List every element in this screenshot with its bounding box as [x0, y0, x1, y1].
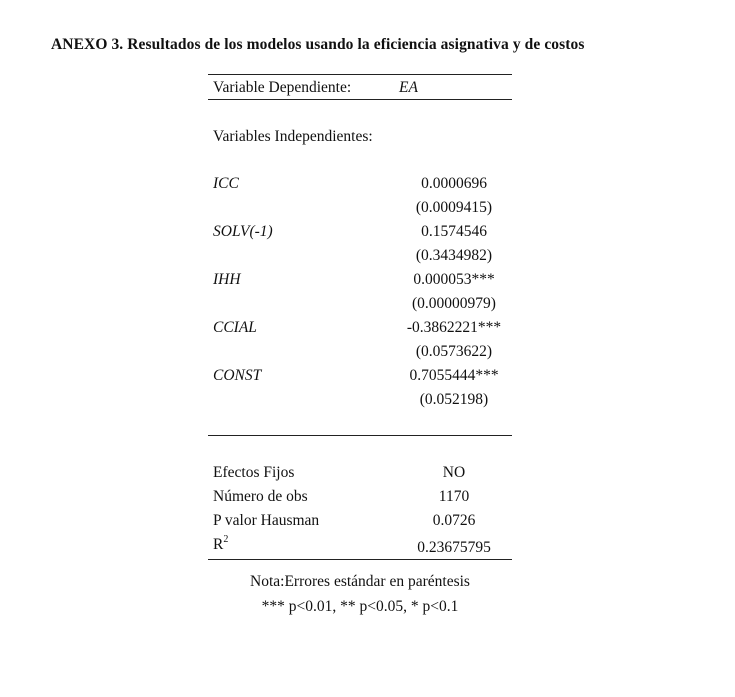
top-rule [208, 74, 512, 75]
header-rule [208, 99, 512, 100]
r-squared-symbol: R [213, 536, 224, 553]
variable-name-icc: ICC [213, 175, 239, 192]
stat-label-hausman: P valor Hausman [213, 512, 320, 529]
coefficient-ccial: -0.3862221*** [406, 319, 502, 336]
table-title: ANEXO 3. Resultados de los modelos usando la eficiencia asignativa y de costos [51, 36, 585, 53]
std-error-ccial: (0.0573622) [415, 343, 493, 360]
variable-name-ihh: IHH [213, 271, 241, 288]
stat-label-r-squared [213, 535, 228, 555]
std-error-const: (0.052198) [419, 391, 489, 408]
stat-value-r-squared: 0.23675795 [417, 539, 491, 556]
stat-value-hausman: 0.0726 [432, 512, 476, 529]
dependent-variable-value: EA [399, 79, 418, 96]
note-significance-levels: *** p<0.01, ** p<0.05, * p<0.1 [261, 598, 459, 615]
independent-variables-header: Variables Independientes: [213, 128, 373, 145]
variable-name-solv: SOLV(-1) [213, 223, 273, 240]
std-error-icc: (0.0009415) [415, 199, 493, 216]
body-rule [208, 435, 512, 436]
stat-value-observations: 1170 [438, 488, 470, 505]
dependent-variable-label: Variable Dependiente: [213, 79, 352, 96]
variable-name-const: CONST [213, 367, 262, 384]
r-squared-exponent: 2 [223, 533, 229, 545]
stat-label-observations: Número de obs [213, 488, 308, 505]
stat-label-fixed-effects: Efectos Fijos [213, 464, 295, 481]
stat-value-fixed-effects: NO [442, 464, 466, 481]
coefficient-solv: 0.1574546 [421, 223, 487, 240]
coefficient-ihh: 0.000053*** [413, 271, 495, 288]
note-standard-errors: Nota:Errores estándar en paréntesis [250, 573, 470, 590]
std-error-ihh: (0.00000979) [412, 295, 496, 312]
variable-name-ccial: CCIAL [213, 319, 257, 336]
std-error-solv: (0.3434982) [415, 247, 493, 264]
bottom-rule [208, 559, 512, 560]
coefficient-icc: 0.0000696 [421, 175, 487, 192]
coefficient-const: 0.7055444*** [409, 367, 499, 384]
